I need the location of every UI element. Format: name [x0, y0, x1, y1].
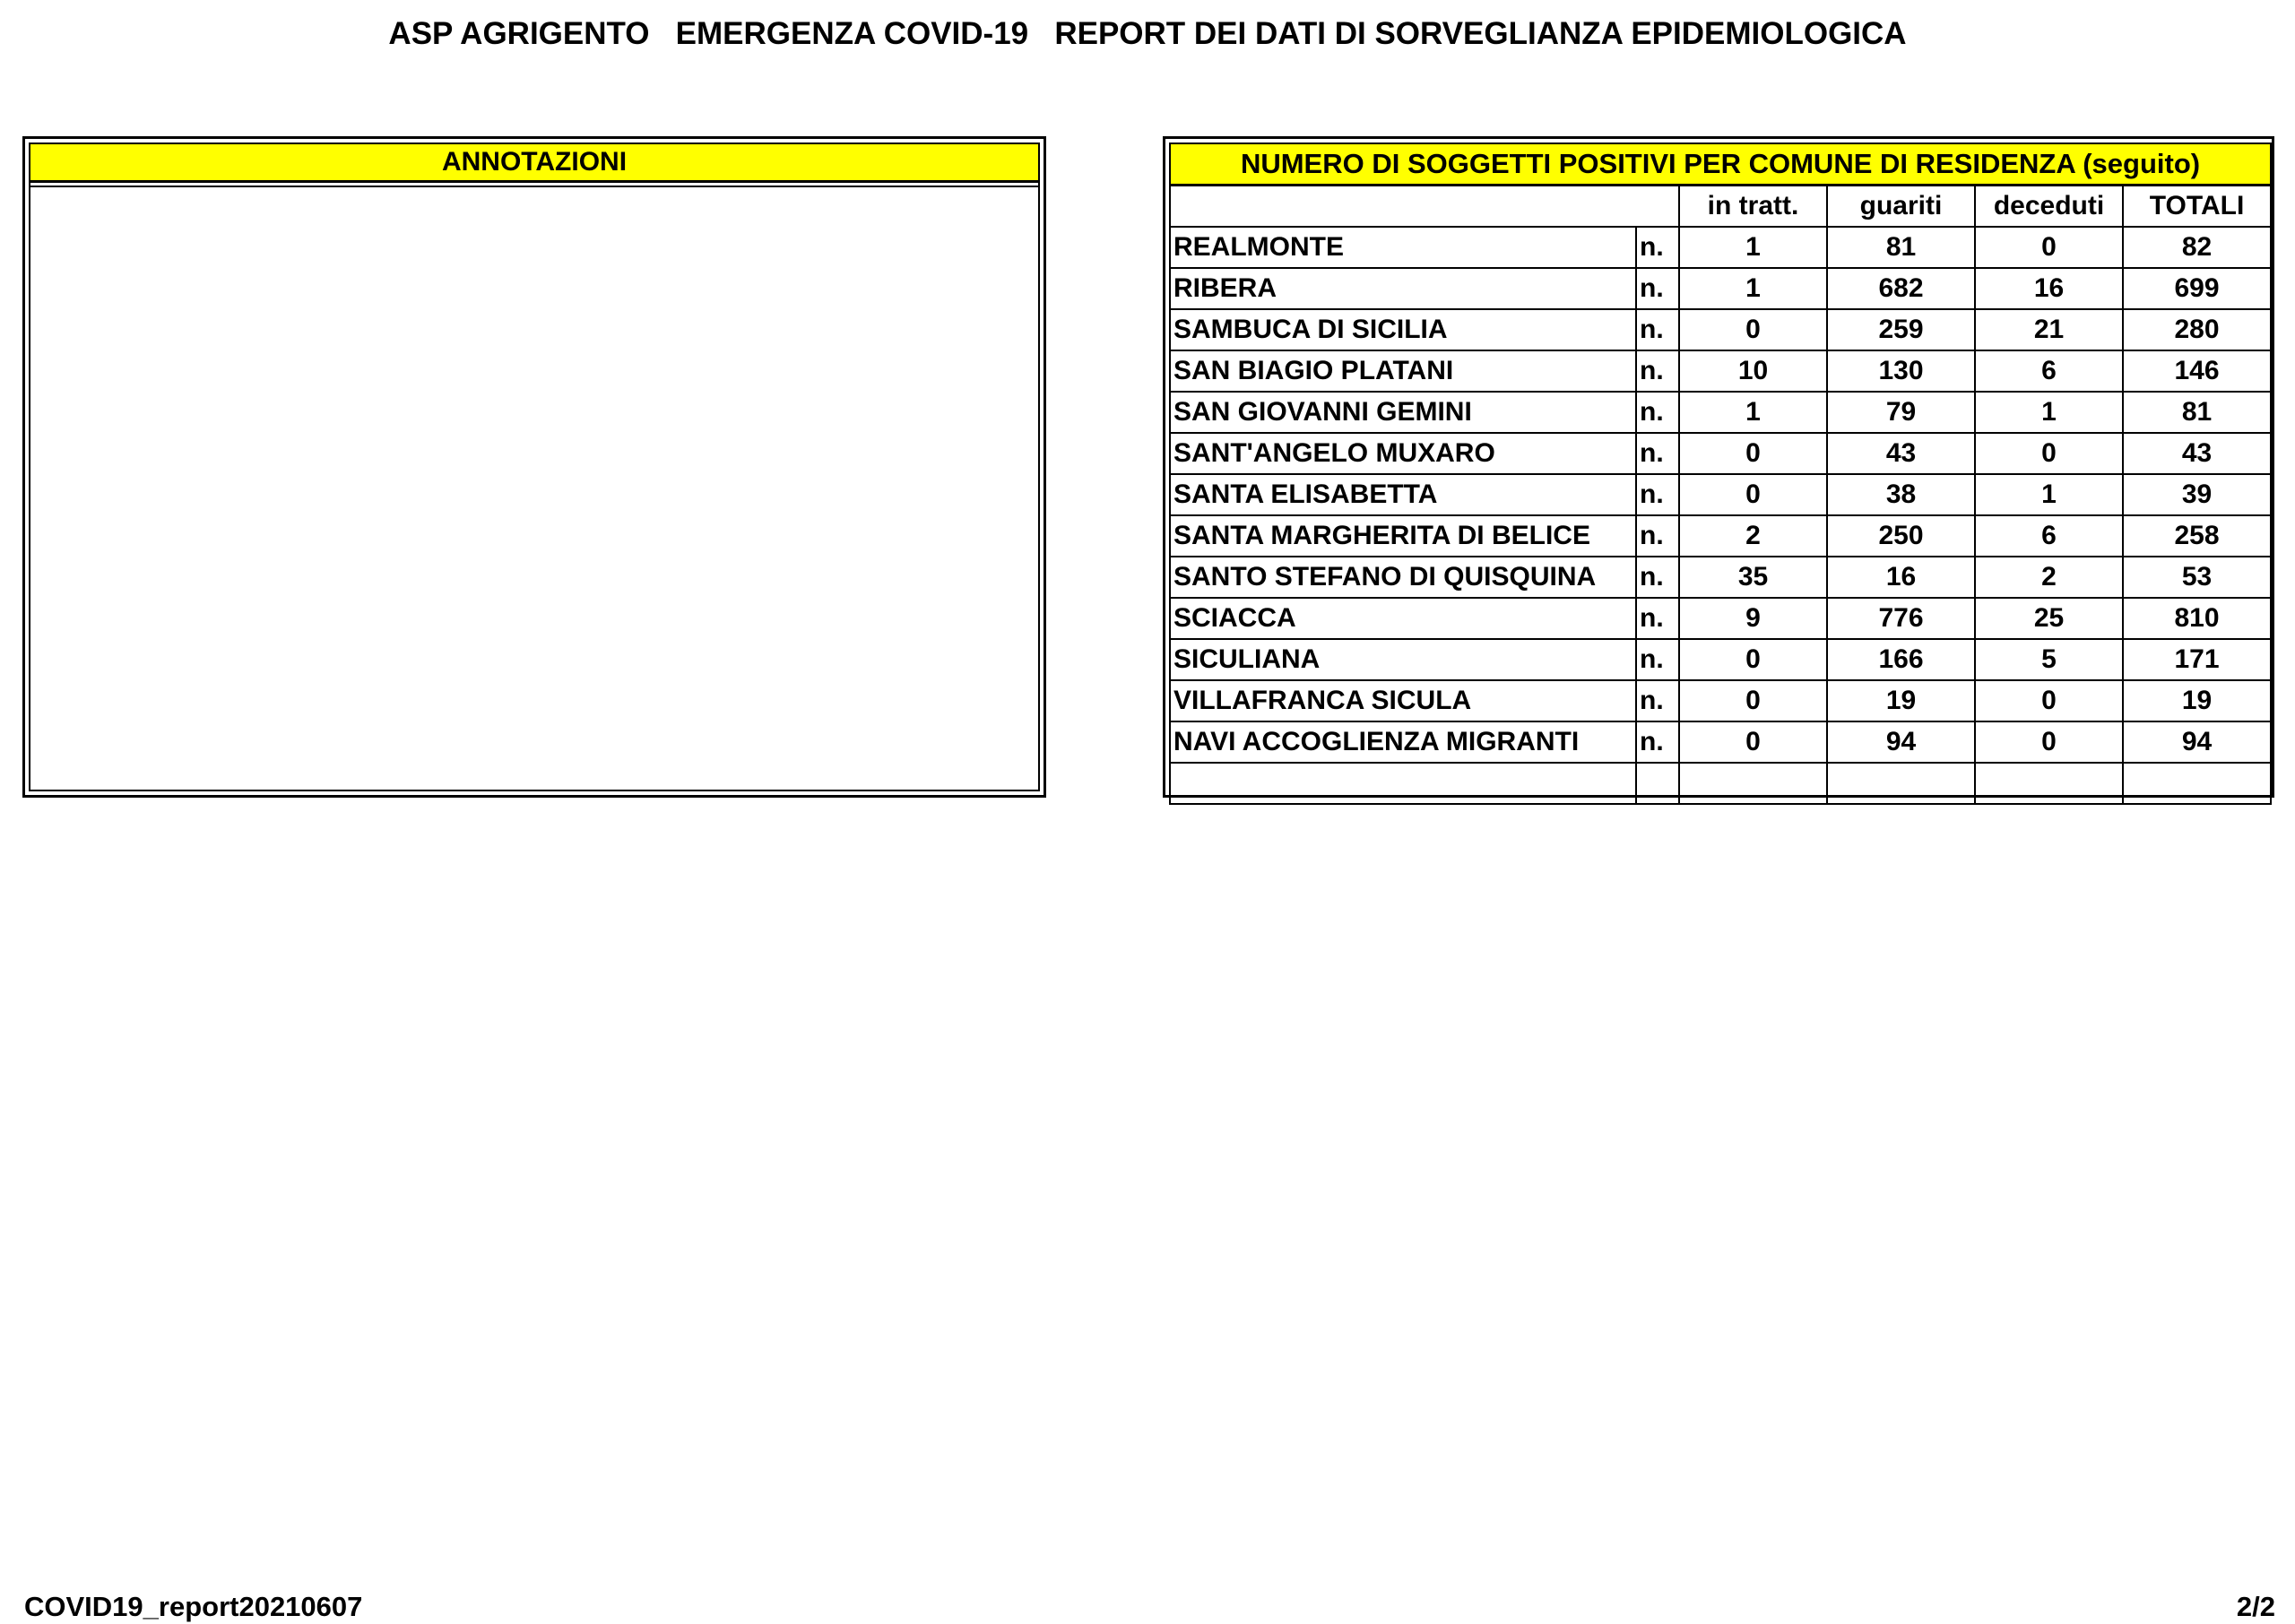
table-title: NUMERO DI SOGGETTI POSITIVI PER COMUNE DI RESIDENZA (seguito) [1170, 143, 2271, 186]
cell-deceduti: 0 [1975, 227, 2123, 268]
cell-guariti: 94 [1827, 721, 1975, 763]
cell-totali: 19 [2123, 680, 2271, 721]
cell-comune: SANTO STEFANO DI QUISQUINA [1170, 557, 1636, 598]
cell-unit: n. [1636, 433, 1679, 474]
report-name: COVID19_report20210607 [24, 1591, 363, 1622]
table-row [1170, 474, 2271, 515]
cell-in-tratt: 35 [1679, 557, 1827, 598]
cell-totali: 43 [2123, 433, 2271, 474]
cell-totali: 39 [2123, 474, 2271, 515]
cell-deceduti: 21 [1975, 309, 2123, 350]
cell-in-tratt: 9 [1679, 598, 1827, 639]
cell-comune: SICULIANA [1170, 639, 1636, 680]
table-row [1170, 268, 2271, 309]
cell-deceduti: 0 [1975, 721, 2123, 763]
cell-deceduti: 1 [1975, 474, 2123, 515]
table-row [1170, 515, 2271, 557]
col-header-totali: TOTALI [2123, 186, 2271, 228]
cell-totali: 171 [2123, 639, 2271, 680]
cell-guariti: 776 [1827, 598, 1975, 639]
cell-unit: n. [1636, 474, 1679, 515]
table-row [1170, 680, 2271, 721]
cell-in-tratt: 0 [1679, 474, 1827, 515]
cell-totali: 94 [2123, 721, 2271, 763]
cell-deceduti: 6 [1975, 515, 2123, 557]
cell-guariti: 250 [1827, 515, 1975, 557]
col-header-deceduti: deceduti [1975, 186, 2123, 228]
header-blank-comune [1170, 186, 1679, 228]
cell-deceduti: 0 [1975, 680, 2123, 721]
empty-cell [2123, 763, 2271, 804]
cell-comune: SAMBUCA DI SICILIA [1170, 309, 1636, 350]
cell-in-tratt: 1 [1679, 268, 1827, 309]
cell-guariti: 166 [1827, 639, 1975, 680]
table-row [1170, 309, 2271, 350]
table-body [1170, 227, 2271, 804]
table-row [1170, 721, 2271, 763]
cell-guariti: 19 [1827, 680, 1975, 721]
cell-totali: 699 [2123, 268, 2271, 309]
empty-cell [1636, 763, 1679, 804]
cell-in-tratt: 10 [1679, 350, 1827, 392]
table-row [1170, 227, 2271, 268]
positivi-table-panel [1163, 136, 2274, 798]
annotazioni-body [30, 186, 1038, 790]
cell-deceduti: 0 [1975, 433, 2123, 474]
cell-unit: n. [1636, 350, 1679, 392]
cell-in-tratt: 0 [1679, 433, 1827, 474]
cell-comune: NAVI ACCOGLIENZA MIGRANTI [1170, 721, 1636, 763]
cell-totali: 280 [2123, 309, 2271, 350]
cell-comune: VILLAFRANCA SICULA [1170, 680, 1636, 721]
cell-totali: 82 [2123, 227, 2271, 268]
table-row [1170, 639, 2271, 680]
cell-guariti: 81 [1827, 227, 1975, 268]
cell-unit: n. [1636, 639, 1679, 680]
cell-totali: 81 [2123, 392, 2271, 433]
cell-unit: n. [1636, 392, 1679, 433]
empty-cell [1975, 763, 2123, 804]
cell-deceduti: 6 [1975, 350, 2123, 392]
empty-cell [1170, 763, 1636, 804]
empty-cell [1827, 763, 1975, 804]
cell-unit: n. [1636, 680, 1679, 721]
cell-deceduti: 5 [1975, 639, 2123, 680]
cell-comune: SAN BIAGIO PLATANI [1170, 350, 1636, 392]
cell-in-tratt: 0 [1679, 639, 1827, 680]
cell-unit: n. [1636, 268, 1679, 309]
table-row [1170, 392, 2271, 433]
cell-guariti: 259 [1827, 309, 1975, 350]
cell-comune: SANT'ANGELO MUXARO [1170, 433, 1636, 474]
cell-in-tratt: 0 [1679, 309, 1827, 350]
cell-in-tratt: 1 [1679, 227, 1827, 268]
cell-guariti: 130 [1827, 350, 1975, 392]
cell-unit: n. [1636, 515, 1679, 557]
cell-comune: SCIACCA [1170, 598, 1636, 639]
cell-unit: n. [1636, 227, 1679, 268]
table-row [1170, 557, 2271, 598]
cell-comune: SANTA MARGHERITA DI BELICE [1170, 515, 1636, 557]
empty-cell [1679, 763, 1827, 804]
annotazioni-panel [22, 136, 1046, 798]
col-header-in-tratt: in tratt. [1679, 186, 1827, 228]
cell-deceduti: 1 [1975, 392, 2123, 433]
cell-in-tratt: 0 [1679, 721, 1827, 763]
cell-guariti: 16 [1827, 557, 1975, 598]
cell-guariti: 79 [1827, 392, 1975, 433]
cell-totali: 258 [2123, 515, 2271, 557]
page-title: ASP AGRIGENTO EMERGENZA COVID-19 REPORT DEI DATI DI SORVEGLIANZA EPIDEMIOLOGICA [388, 16, 1907, 51]
cell-totali: 810 [2123, 598, 2271, 639]
table-row [1170, 350, 2271, 392]
cell-deceduti: 2 [1975, 557, 2123, 598]
annotazioni-frame [29, 143, 1040, 791]
cell-in-tratt: 1 [1679, 392, 1827, 433]
table-title-row [1170, 143, 2271, 186]
cell-comune: RIBERA [1170, 268, 1636, 309]
cell-totali: 146 [2123, 350, 2271, 392]
positivi-table [1169, 143, 2272, 805]
cell-totali: 53 [2123, 557, 2271, 598]
cell-guariti: 682 [1827, 268, 1975, 309]
annotazioni-title: ANNOTAZIONI [30, 144, 1038, 183]
cell-deceduti: 16 [1975, 268, 2123, 309]
table-header-row [1170, 186, 2271, 228]
col-header-guariti: guariti [1827, 186, 1975, 228]
cell-in-tratt: 2 [1679, 515, 1827, 557]
cell-unit: n. [1636, 557, 1679, 598]
table-row [1170, 433, 2271, 474]
cell-guariti: 38 [1827, 474, 1975, 515]
cell-comune: SANTA ELISABETTA [1170, 474, 1636, 515]
cell-guariti: 43 [1827, 433, 1975, 474]
cell-unit: n. [1636, 598, 1679, 639]
cell-unit: n. [1636, 309, 1679, 350]
table-row [1170, 598, 2271, 639]
cell-comune: SAN GIOVANNI GEMINI [1170, 392, 1636, 433]
cell-deceduti: 25 [1975, 598, 2123, 639]
table-row-empty [1170, 763, 2271, 804]
cell-comune: REALMONTE [1170, 227, 1636, 268]
page-number: 2/2 [2236, 1591, 2275, 1622]
cell-unit: n. [1636, 721, 1679, 763]
cell-in-tratt: 0 [1679, 680, 1827, 721]
